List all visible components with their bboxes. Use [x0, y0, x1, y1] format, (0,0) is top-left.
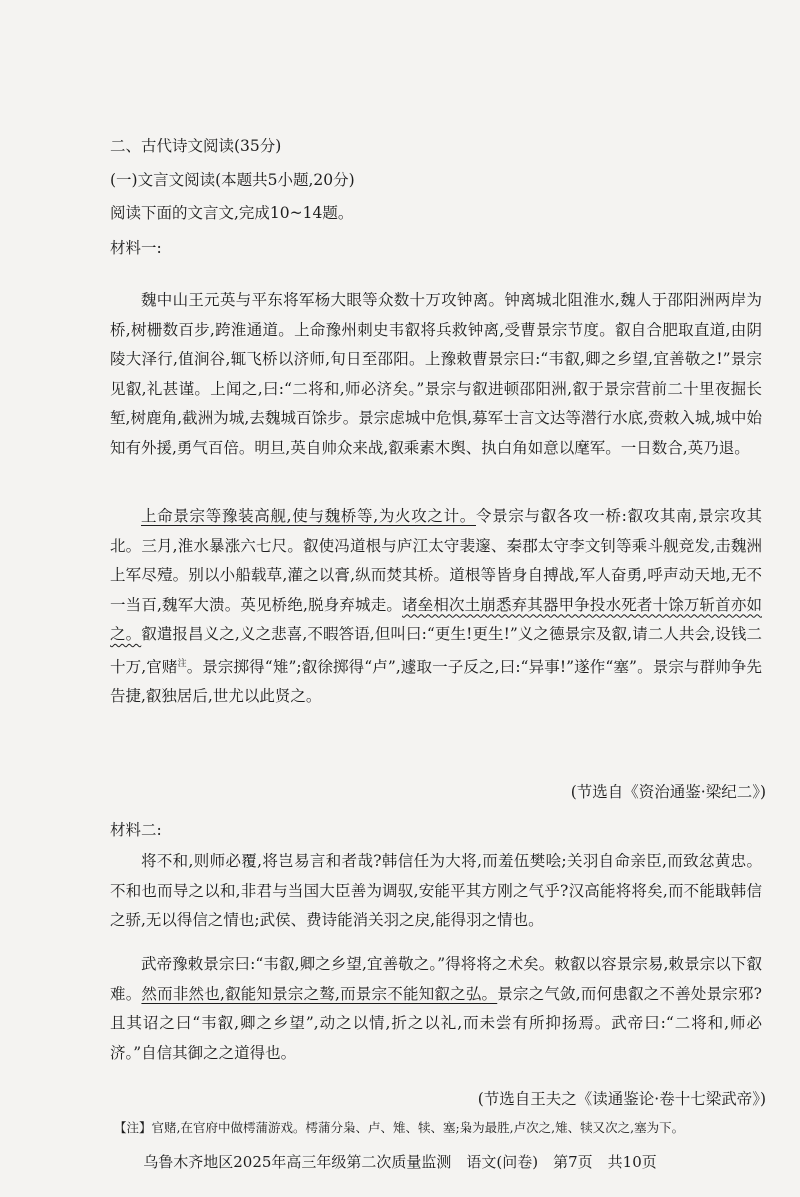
underlined-sentence: 上命景宗等豫装高舰,使与魏桥等,为火攻之计。 [141, 507, 476, 525]
material2-paragraph-1: 将不和,则师必覆,将岂易言和者哉?韩信任为大将,而羞伍樊哙;关羽自命亲臣,而致忿黄忠。不和也而导之以和,非君与当国大臣善为调驭,安能平其方刚之气乎?汉高能将将矣,而不能戢韩信之骄,无以得信之情也;武侯、费诗能消关羽之戾,能得羽之情也。 [110, 852, 762, 929]
material2-paragraph-2-text-b: 景宗之气敛,而何患叡之不善处景宗邪?且其诏之曰“韦叡,卿之乡望”,动之以情,折之以礼,而未尝有所抑扬焉。武帝曰:“二将和,师必济。”自信其御之之道得也。 [110, 984, 762, 1062]
instruction-text: 阅读下面的文言文,完成10~14题。 [110, 204, 354, 222]
wavy-underlined-sentence: 诸垒相次土崩悉弃其器甲争投水死者十馀万斩首亦如之。 [110, 595, 762, 643]
material2-paragraph-2 [110, 950, 762, 1068]
material1-paragraph-2-text-c: 。景宗掷得“雉”;叡徐掷得“卢”,遽取一子反之,曰:“异事!”遂作“塞”。景宗与群帅争先告捷,叡独居后,世尤以此贤之。 [110, 657, 762, 706]
section-heading: 二、古代诗文阅读(35分) [110, 137, 282, 155]
material1-paragraph-2-text-a: 令景宗与叡各攻一桥:叡攻其南,景宗攻其北。三月,淮水暴涨六七尺。叡使冯道根与庐江太守裴邃、秦郡太守李文钊等乘斗舰竞发,击魏洲上军尽殪。别以小船载草,灌之以膏,纵而焚其桥。道根等皆身自搏战,军人奋勇,呼声动天地,无不一当百,魏军大溃。英见桥绝,脱身弃城走。 [110, 507, 763, 614]
material1-paragraph-2-text-b: 叡遣报昌义之,义之悲喜,不暇答语,但叫曰:“更生!更生!”义之德景宗及叡,请二人共会,设钱二十万,官赌 [110, 625, 762, 676]
subsection-heading: (一)文言文阅读(本题共5小题,20分) [110, 171, 355, 189]
material1-paragraph-2 [110, 502, 762, 712]
footnote-marker: 注 [177, 658, 187, 669]
underlined-sentence-2: 然而非然也,叡能知景宗之骜,而景宗不能知叡之弘。 [141, 984, 498, 1003]
material2-source: (节选自王夫之《读通鉴论·卷十七梁武帝》) [477, 1090, 766, 1108]
annotation-note: 【注】官赌,在官府中做樗蒲游戏。樗蒲分枭、卢、雉、犊、塞;枭为最胜,卢次之,雉、犊又次之,塞为下。 [114, 1120, 685, 1135]
material1-label: 材料一: [110, 239, 162, 257]
material2-label: 材料二: [110, 821, 162, 839]
material2-paragraph-2-text-a: 武帝豫敕景宗曰:“韦叡,卿之乡望,宜善敬之。”得将将之术矣。敕叡以容景宗易,敕景宗以下叡难。 [110, 955, 762, 1003]
material1-source: (节选自《资治通鉴·梁纪二》) [570, 783, 766, 801]
page-footer: 乌鲁木齐地区2025年高三年级第二次质量监测 语文(问卷) 第7页 共10页 [143, 1153, 657, 1171]
material1-paragraph-1: 魏中山王元英与平东将军杨大眼等众数十万攻钟离。钟离城北阻淮水,魏人于邵阳洲两岸为桥,树栅数百步,跨淮通道。上命豫州刺史韦叡将兵救钟离,受曹景宗节度。叡自合肥取直道,由阴陵大泽行,值涧谷,辄飞桥以济师,旬日至邵阳。上豫敕曹景宗曰:“韦叡,卿之乡望,宜善敬之!”景宗见叡,礼甚谨。上闻之,曰:“二将和,师必济矣。”景宗与叡进顿邵阳洲,叡于景宗营前二十里夜掘长堑,树鹿角,截洲为城,去魏城百馀步。景宗虑城中危惧,募军士言文达等潜行水底,赍敕入城,城中始知有外援,勇气百倍。明旦,英自帅众来战,叡乘素木舆、执白角如意以麾军。一日数合,英乃退。 [110, 291, 762, 457]
